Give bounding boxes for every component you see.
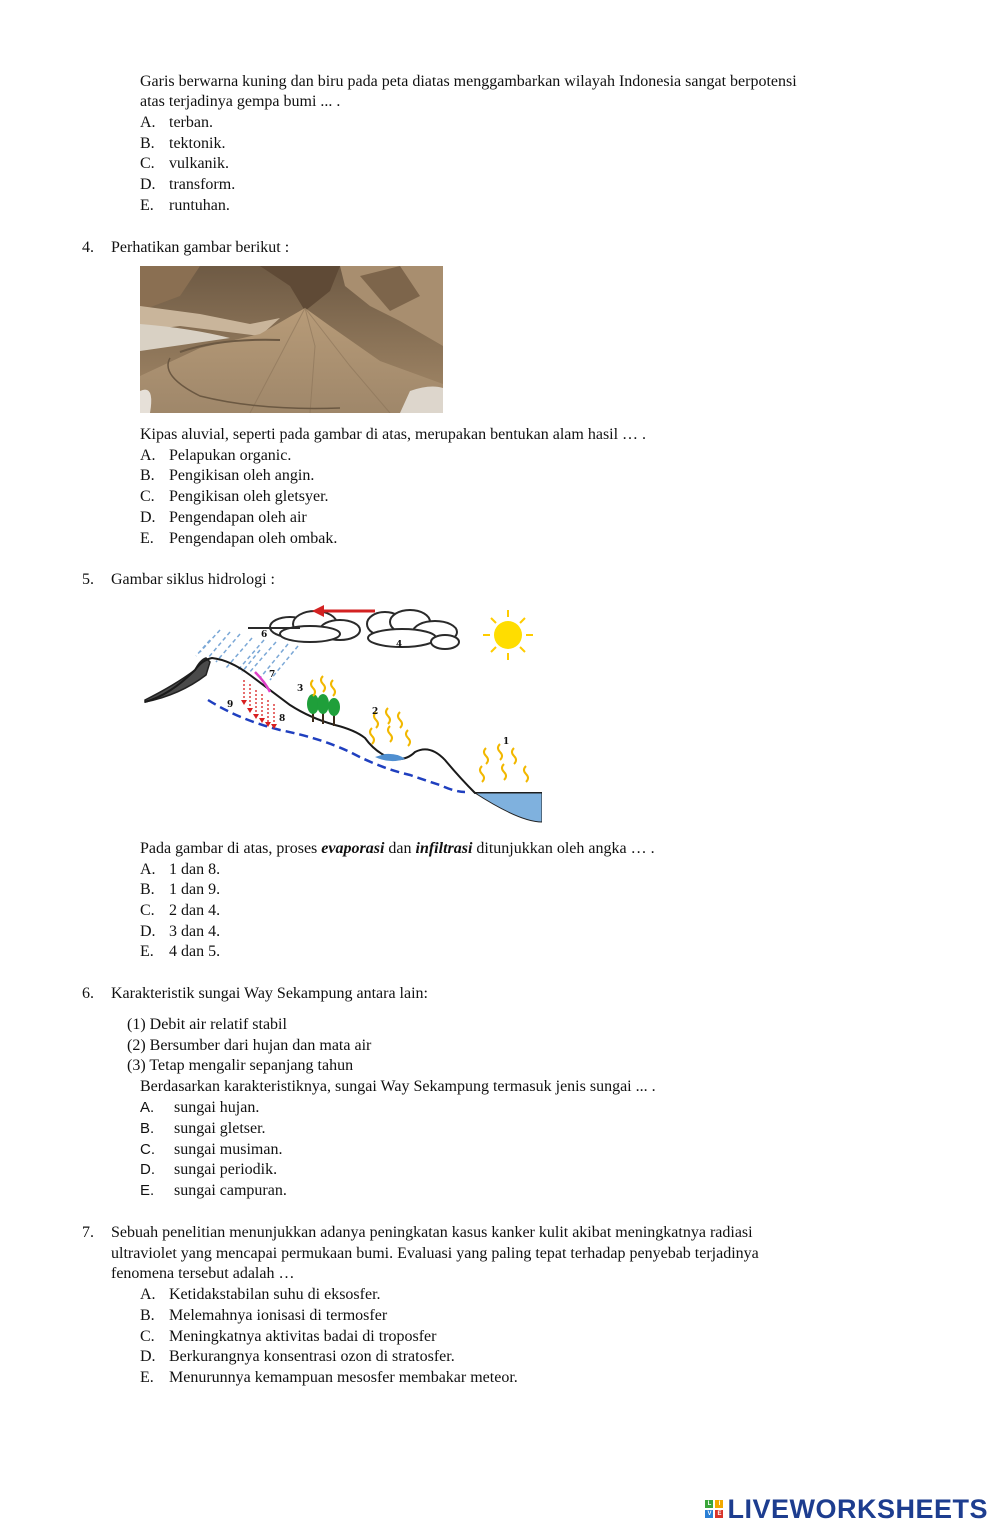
label-7: 7 <box>269 670 276 680</box>
option-text: 1 dan 8. <box>169 861 221 878</box>
q3-option-a[interactable] <box>140 113 213 133</box>
option-text: tektonik. <box>169 135 226 152</box>
vapor-waves <box>311 676 528 782</box>
option-label: D. <box>140 1161 155 1178</box>
liveworksheets-logo-icon: L I V E <box>707 1501 722 1517</box>
q7-option-b[interactable] <box>140 1306 387 1326</box>
q5-question <box>140 839 655 859</box>
option-text: Ketidakstabilan suhu di eksosfer. <box>169 1286 381 1303</box>
q4-number: 4. <box>82 239 94 256</box>
option-text: sungai periodik. <box>174 1161 278 1178</box>
option-text: terban. <box>169 114 213 131</box>
q6-number: 6. <box>82 985 94 1002</box>
q7-stem-line-3: fenomena tersebut adalah … <box>111 1265 295 1282</box>
option-label: C. <box>140 1141 155 1158</box>
option-label: A. <box>140 114 156 131</box>
q6-question: Berdasarkan karakteristiknya, sungai Way Sekampung termasuk jenis sungai ... . <box>140 1078 656 1095</box>
label-3: 3 <box>297 684 304 694</box>
q7-option-d[interactable] <box>140 1347 455 1367</box>
option-text: sungai campuran. <box>174 1182 287 1199</box>
q5-question-pre: Pada gambar di atas, proses <box>140 840 322 857</box>
label-2: 2 <box>372 707 379 717</box>
option-text: Pengikisan oleh angin. <box>169 467 315 484</box>
q4-option-e[interactable] <box>140 529 337 549</box>
q3-stem-line-2: atas terjadinya gempa bumi ... . <box>140 93 341 110</box>
option-text: Berkurangnya konsentrasi ozon di stratosfer. <box>169 1348 455 1365</box>
q4-option-d[interactable] <box>140 508 307 528</box>
option-text: vulkanik. <box>169 155 229 172</box>
option-label: B. <box>140 467 155 484</box>
option-label: E. <box>140 530 154 547</box>
runoff <box>255 672 270 692</box>
sun-icon <box>483 610 533 660</box>
option-text: 1 dan 9. <box>169 881 221 898</box>
q6-item-2: (2) Bersumber dari hujan dan mata air <box>127 1037 372 1054</box>
option-text: transform. <box>169 176 236 193</box>
cloud-left <box>270 611 360 642</box>
q6-item-3: (3) Tetap mengalir sepanjang tahun <box>127 1057 354 1074</box>
q4-prompt: Perhatikan gambar berikut : <box>111 239 290 256</box>
hydrologic-cycle-diagram <box>140 600 542 825</box>
option-text: Menurunnya kemampuan mesosfer membakar meteor. <box>169 1369 518 1386</box>
q5-option-b[interactable] <box>140 880 220 900</box>
label-1: 1 <box>503 737 510 747</box>
option-label: E. <box>140 943 154 960</box>
q6-option-c[interactable] <box>140 1140 282 1160</box>
option-text: Pelapukan organic. <box>169 447 292 464</box>
q6-option-a[interactable] <box>140 1098 259 1118</box>
q3-stem-line-1: Garis berwarna kuning dan biru pada peta diatas menggambarkan wilayah Indonesia sangat berpotensi <box>140 73 797 90</box>
q5-option-c[interactable] <box>140 901 220 921</box>
option-label: B. <box>140 881 155 898</box>
q4-option-b[interactable] <box>140 466 314 486</box>
q5-question-mid: dan <box>384 840 416 857</box>
option-text: runtuhan. <box>169 197 230 214</box>
option-text: Pengikisan oleh gletsyer. <box>169 488 329 505</box>
option-text: sungai hujan. <box>174 1099 260 1116</box>
liveworksheets-brand <box>705 1494 988 1524</box>
option-label: D. <box>140 923 156 940</box>
q7-stem-line-2: ultraviolet yang mencapai permukaan bumi. Evaluasi yang paling tepat terhadap penyebab terjadinya <box>111 1245 759 1262</box>
q6-item-1: (1) Debit air relatif stabil <box>127 1016 287 1033</box>
option-text: Pengendapan oleh ombak. <box>169 530 338 547</box>
option-text: 3 dan 4. <box>169 923 221 940</box>
option-text: 4 dan 5. <box>169 943 221 960</box>
cloud-right <box>367 610 459 649</box>
q3-option-e[interactable] <box>140 196 230 216</box>
label-8: 8 <box>279 714 286 724</box>
q5-question-post: ditunjukkan oleh angka … . <box>472 840 655 857</box>
option-label: A. <box>140 1286 156 1303</box>
option-label: D. <box>140 1348 156 1365</box>
q6-option-e[interactable] <box>140 1181 287 1201</box>
option-label: A. <box>140 447 156 464</box>
option-label: E. <box>140 197 154 214</box>
option-label: E. <box>140 1182 155 1199</box>
label-9: 9 <box>227 700 234 710</box>
pond <box>375 754 405 761</box>
land-profile <box>145 658 542 793</box>
option-text: sungai gletser. <box>174 1120 266 1137</box>
sea <box>475 793 542 822</box>
liveworksheets-wordmark: LIVEWORKSHEETS <box>727 1493 988 1524</box>
term-evaporasi: evaporasi <box>321 840 385 857</box>
q3-option-d[interactable] <box>140 175 235 195</box>
q3-option-c[interactable] <box>140 154 229 174</box>
q3-option-b[interactable] <box>140 134 225 154</box>
q5-option-e[interactable] <box>140 942 220 962</box>
option-text: 2 dan 4. <box>169 902 221 919</box>
option-label: E. <box>140 1369 154 1386</box>
q6-option-b[interactable] <box>140 1119 266 1139</box>
option-label: C. <box>140 155 155 172</box>
q7-number: 7. <box>82 1224 94 1241</box>
option-label: C. <box>140 902 155 919</box>
option-label: C. <box>140 488 155 505</box>
option-label: C. <box>140 1328 155 1345</box>
infiltration-arrows <box>244 680 274 724</box>
label-4: 4 <box>396 640 403 650</box>
q4-option-c[interactable] <box>140 487 329 507</box>
q7-option-c[interactable] <box>140 1327 436 1347</box>
q5-option-a[interactable] <box>140 860 220 880</box>
q7-option-e[interactable] <box>140 1368 518 1388</box>
q7-option-a[interactable] <box>140 1285 381 1305</box>
q4-question: Kipas aluvial, seperti pada gambar di atas, merupakan bentukan alam hasil … . <box>140 426 647 443</box>
q6-prompt: Karakteristik sungai Way Sekampung antara lain: <box>111 985 428 1002</box>
q5-number: 5. <box>82 571 94 588</box>
option-label: D. <box>140 509 156 526</box>
option-text: Melemahnya ionisasi di termosfer <box>169 1307 388 1324</box>
option-label: B. <box>140 1307 155 1324</box>
q4-option-a[interactable] <box>140 446 291 466</box>
option-label: B. <box>140 135 155 152</box>
q5-option-d[interactable] <box>140 922 220 942</box>
trees <box>307 694 340 726</box>
option-text: Pengendapan oleh air <box>169 509 307 526</box>
term-infiltrasi: infiltrasi <box>415 840 473 857</box>
option-label: A. <box>140 1099 155 1116</box>
option-text: Meningkatnya aktivitas badai di troposfer <box>169 1328 437 1345</box>
label-6: 6 <box>261 630 268 640</box>
option-label: D. <box>140 176 156 193</box>
option-text: sungai musiman. <box>174 1141 283 1158</box>
q6-option-d[interactable] <box>140 1160 277 1180</box>
q5-prompt: Gambar siklus hidrologi : <box>111 571 275 588</box>
alluvial-fan-photo <box>140 266 443 413</box>
option-label: B. <box>140 1120 155 1137</box>
q7-stem-line-1: Sebuah penelitian menunjukkan adanya peningkatan kasus kanker kulit akibat meningkatnya radiasi <box>111 1224 753 1241</box>
option-label: A. <box>140 861 156 878</box>
